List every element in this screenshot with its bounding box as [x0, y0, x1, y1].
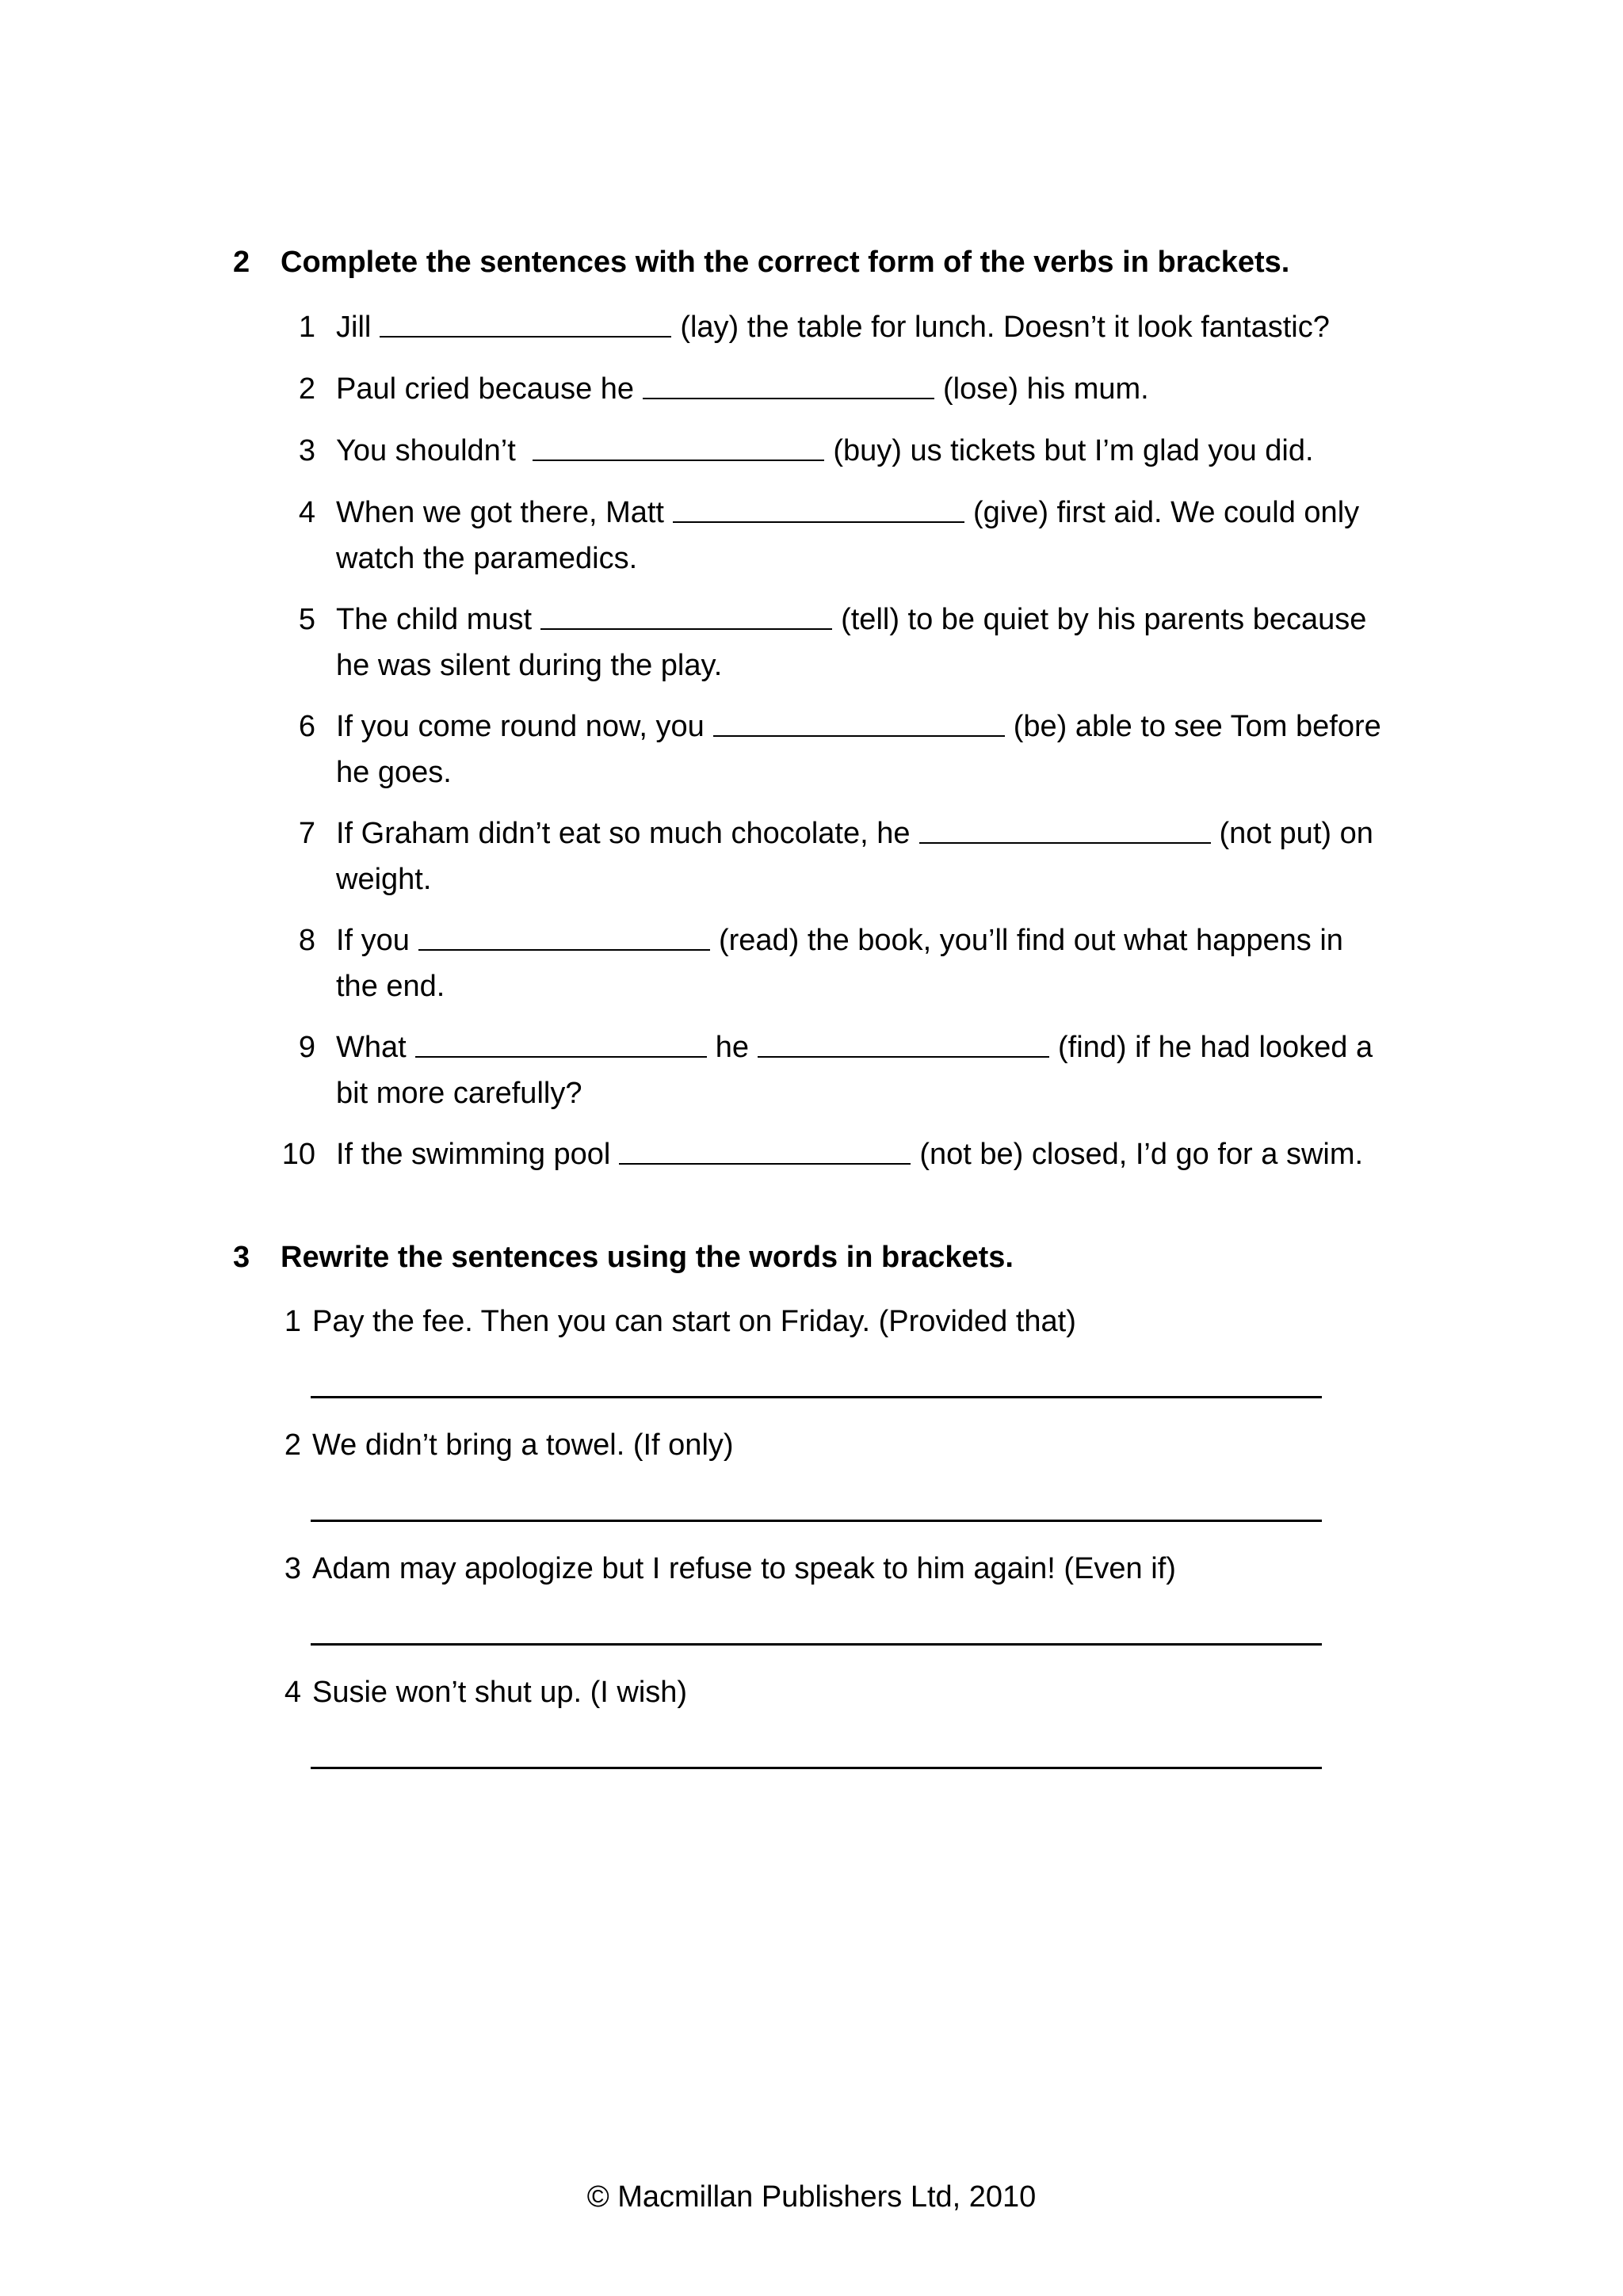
item-number: 8: [298, 924, 315, 957]
item-number: 2: [298, 372, 315, 406]
item-number: 4: [284, 1676, 301, 1709]
exercise-2-item-8: [298, 917, 1343, 1009]
item-text: We didn’t bring a towel. (If only): [312, 1428, 734, 1462]
exercise-2-item-3: [298, 428, 1314, 474]
answer-blank[interactable]: [673, 491, 964, 523]
item-text-continued: the end.: [336, 970, 445, 1003]
item-number: 4: [298, 496, 315, 529]
section-3-number: 3: [233, 1241, 250, 1274]
answer-blank[interactable]: [643, 368, 934, 399]
exercise-3-item-2: [284, 1422, 734, 1468]
item-text-before: Jill: [336, 311, 372, 344]
item-text-middle: he: [715, 1031, 749, 1064]
item-text-continued: he goes.: [336, 756, 452, 789]
item-text: Adam may apologize but I refuse to speak to him again! (Even if): [312, 1552, 1176, 1585]
section-2-number: 2: [233, 246, 250, 279]
answer-blank[interactable]: [380, 306, 671, 338]
item-text-after: (tell) to be quiet by his parents because: [841, 603, 1367, 636]
exercise-2-item-5: [298, 597, 1367, 688]
item-number: 6: [298, 710, 315, 743]
item-text-continued: watch the paramedics.: [336, 542, 638, 575]
item-text-after: (lay) the table for lunch. Doesn’t it look fantastic?: [680, 311, 1330, 344]
section-3-instruction: Rewrite the sentences using the words in brackets.: [281, 1241, 1014, 1274]
item-text-before: When we got there, Matt: [336, 496, 664, 529]
answer-blank[interactable]: [619, 1133, 911, 1165]
item-number: 3: [284, 1552, 301, 1585]
answer-line[interactable]: [311, 1520, 1322, 1522]
answer-blank[interactable]: [758, 1026, 1049, 1058]
item-text-after: (buy) us tickets but I’m glad you did.: [833, 434, 1314, 467]
item-number: 7: [298, 817, 315, 850]
item-number: 9: [298, 1031, 315, 1064]
section-3-heading: [233, 1241, 1014, 1275]
item-text-before: If Graham didn’t eat so much chocolate, he: [336, 817, 911, 850]
exercise-2-item-7: [298, 810, 1373, 902]
answer-blank[interactable]: [415, 1026, 707, 1058]
item-text-before: If you: [336, 924, 410, 957]
item-text: Susie won’t shut up. (I wish): [312, 1676, 688, 1709]
item-text-continued: he was silent during the play.: [336, 649, 723, 682]
item-text-before: What: [336, 1031, 407, 1064]
item-text-continued: bit more carefully?: [336, 1077, 582, 1110]
item-text-before: If the swimming pool: [336, 1138, 611, 1171]
item-text-after: (find) if he had looked a: [1057, 1031, 1373, 1064]
item-number: 1: [298, 311, 315, 344]
answer-line[interactable]: [311, 1396, 1322, 1398]
exercise-3-item-3: [284, 1546, 1176, 1592]
exercise-2-item-6: [298, 704, 1381, 795]
item-text-before: The child must: [336, 603, 533, 636]
answer-line[interactable]: [311, 1767, 1322, 1769]
item-text-after: (not put) on: [1219, 817, 1373, 850]
item-text-after: (be) able to see Tom before: [1013, 710, 1381, 743]
item-text: Pay the fee. Then you can start on Friday. (Provided that): [312, 1305, 1076, 1338]
item-text-before: Paul cried because he: [336, 372, 635, 406]
item-text-before: If you come round now, you: [336, 710, 705, 743]
item-text-after: (lose) his mum.: [943, 372, 1149, 406]
answer-blank[interactable]: [533, 429, 824, 461]
answer-blank[interactable]: [919, 812, 1211, 844]
section-2-instruction: Complete the sentences with the correct form of the verbs in brackets.: [281, 246, 1290, 279]
exercise-2-item-4: [298, 490, 1360, 582]
copyright-footer: © Macmillan Publishers Ltd, 2010: [586, 2180, 1037, 2214]
item-number: 1: [284, 1305, 301, 1338]
answer-blank[interactable]: [540, 598, 832, 630]
exercise-2-item-1: [298, 304, 1330, 350]
item-text-continued: weight.: [336, 863, 432, 896]
item-text-before: You shouldn’t: [336, 434, 525, 467]
exercise-3-item-4: [284, 1669, 688, 1715]
exercise-2-item-9: [298, 1024, 1373, 1116]
item-text-after: (give) first aid. We could only: [972, 496, 1360, 529]
item-number: 10: [281, 1138, 315, 1171]
item-text-after: (read) the book, you’ll find out what happens in: [718, 924, 1343, 957]
section-2-heading: [233, 246, 1289, 280]
item-number: 2: [284, 1428, 301, 1462]
answer-blank[interactable]: [713, 705, 1005, 737]
answer-blank[interactable]: [418, 919, 710, 951]
item-text-after: (not be) closed, I’d go for a swim.: [919, 1138, 1364, 1171]
exercise-2-item-2: [298, 366, 1149, 412]
item-number: 5: [298, 603, 315, 636]
item-number: 3: [298, 434, 315, 467]
exercise-2-item-10: [281, 1131, 1364, 1177]
exercise-3-item-1: [284, 1299, 1076, 1344]
answer-line[interactable]: [311, 1643, 1322, 1646]
